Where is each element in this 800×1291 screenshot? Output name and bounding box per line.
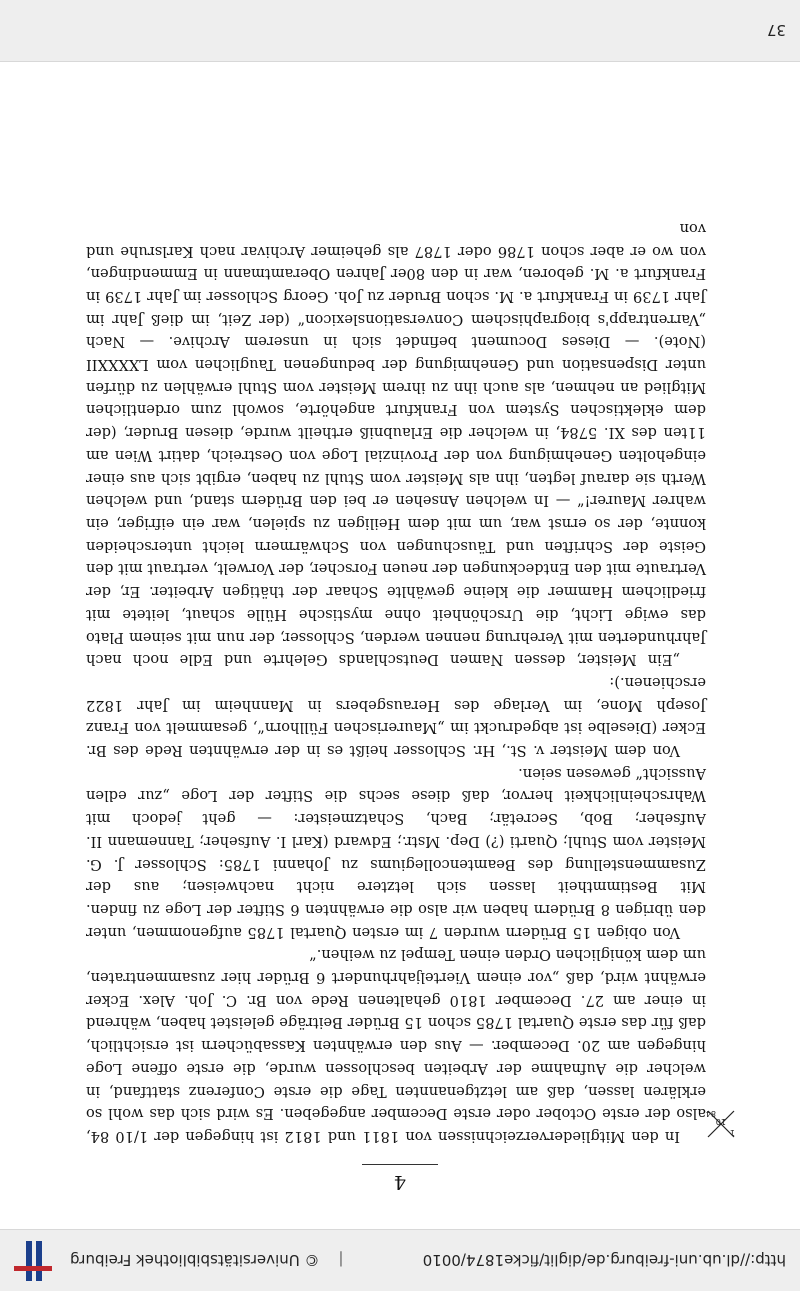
header-rule <box>362 1164 438 1165</box>
margin-note-top: 1 <box>729 1128 735 1137</box>
source-url-link[interactable]: http://dl.ub.uni-freiburg.de/diglit/ficke1874/0010 <box>422 1251 786 1270</box>
paragraph: „Ein Meister, dessen Namen Deutschlands Gelehrte und Edle noch nach Jahrhunderten mit Verehrung nennen werden, Schlosser, der nun mit seinem Plato das ewige Licht, die Urschönheit ohne mystische Hülle schaut, leitete mit friedlichem Hammer die kleine gewählte Schaar der thätigen Arbeiter. Er, der Vertraute mit den Entdeckungen der neuen Forscher, der Vorwelt, vertraut mit den Geiste der Schriften und Täuschungen von Schwärmern leicht unterscheiden konnte, der so ernst war, um mit dem Heiligen zu spielen, war ein eifriger, ein wahrer Maurer!“ — In welchen Ansehen er bei den Brüdern stand, und welchen Werth sie darauf legten, ihn als Meister vom Stuhl zu haben, ergibt sich aus einer eingeholten Genehmigung von der Provinzial Loge von Oestreich, datirt Wien am 11ten des XI. 5784, in welcher die Erlaubniß ertheilt wurde, diesen Bruder, (der dem eklektischen System von Frankfurt angehörte, sowohl zum ordentlichen Mitglied an nehmen, als auch ihn zu ihrem Meister vom Stuhl erwählen zu dürfen unter Dispensation und Genehmigung der bedungenen Tauglichen vom LXXXXII (Note). — Dieses Document befindet sich in unserem Archive. — Nach „Varrentrapp's biographischem Conversationslexicon“ (der Zeit, im dieß Jahr im Jahr 1739 in Frankfurt a. M. schon Bruder zu Joh. Georg Schlosser im Jahr 1739 in Frankfurt a. M. geboren, war in den 80er Jahren Oberamtmann in Emmendingen, von wo er aber schon 1786 oder 1787 als geheimer Archivar nach Karlsruhe und von <box>86 219 706 669</box>
bar-separator: | <box>337 1251 344 1270</box>
ub-freiburg-logo-icon <box>10 1237 56 1283</box>
margin-note-bottom: 84 <box>705 1109 716 1118</box>
document-page <box>0 62 800 1229</box>
viewer-header-bar <box>0 0 800 62</box>
paragraph: Von dem Meister v. St., Hr. Schlosser heißt es in der erwähnten Rede des Br. Ecker (Dieselbe ist abgedruckt im „Maurerischen Füllhorn“, gesammelt von Franz Joseph Mone, im Verlage des Herausgebers in Mannheim im Jahr 1822 erschienen.): <box>86 673 706 760</box>
margin-fraction-mark <box>706 1109 736 1139</box>
paragraph: Von obigen 15 Brüdern wurden 7 im ersten Quartal 1785 aufgenommen, unter den übrigen 8 Brüdern haben wir also die erwähnten 6 Stifter der Loge zu finden. Mit Bestimmtheit lassen sich letztere nicht nachweisen; aus der Zusammenstellung des Beamtencollegiums zu Johanni 1785: Schlosser J. G. Meister vom Stuhl; Quarti (?) Dep. Mstr.; Edward (Karl I. Aufseher; Tannemann II. Aufseher; Bob, Secretär; Bach, Schatzmeister: — geht jedoch mit Wahrscheinlichkeit hervor, daß diese sechs die Stifter der Loge „zur edlen Aussicht“ gewesen seien. <box>86 764 706 941</box>
viewer-footer-bar <box>0 1229 800 1291</box>
copyright-credit: © Universitätsbibliothek Freiburg <box>70 1251 320 1270</box>
page-number: 4 <box>393 1171 407 1193</box>
margin-side-number: 37 <box>766 21 786 40</box>
margin-note-middle: 10 <box>715 1117 726 1126</box>
paragraph: In den Mitgliederverzeichnissen von 1811 und 1812 ist hingegen der 1/10 84, also der erste October oder erste December angegeben. Es wird sich das wohl so erklären lassen, daß am letztgenannten Tage die erste Conferenz stattfand, in welcher die Aufnahme der Arbeiten beschlossen wurde, die erste offene Loge hingegen am 20. December. — Aus den erwähnten Kassabüchern ist ersichtlich, daß für das erste Quartal 1785 schon 15 Brüder Beiträge geleistet haben, während in einer am 27. December 1810 gehaltenen Rede von Br. C. Joh. Alex. Ecker erwähnt wird, daß „vor einem Vierteljahrhundert 6 Brüder hier zusammentraten, um dem königlichen Orden einen Tempel zu weihen.“ <box>86 946 706 1145</box>
body-text <box>86 216 706 1147</box>
